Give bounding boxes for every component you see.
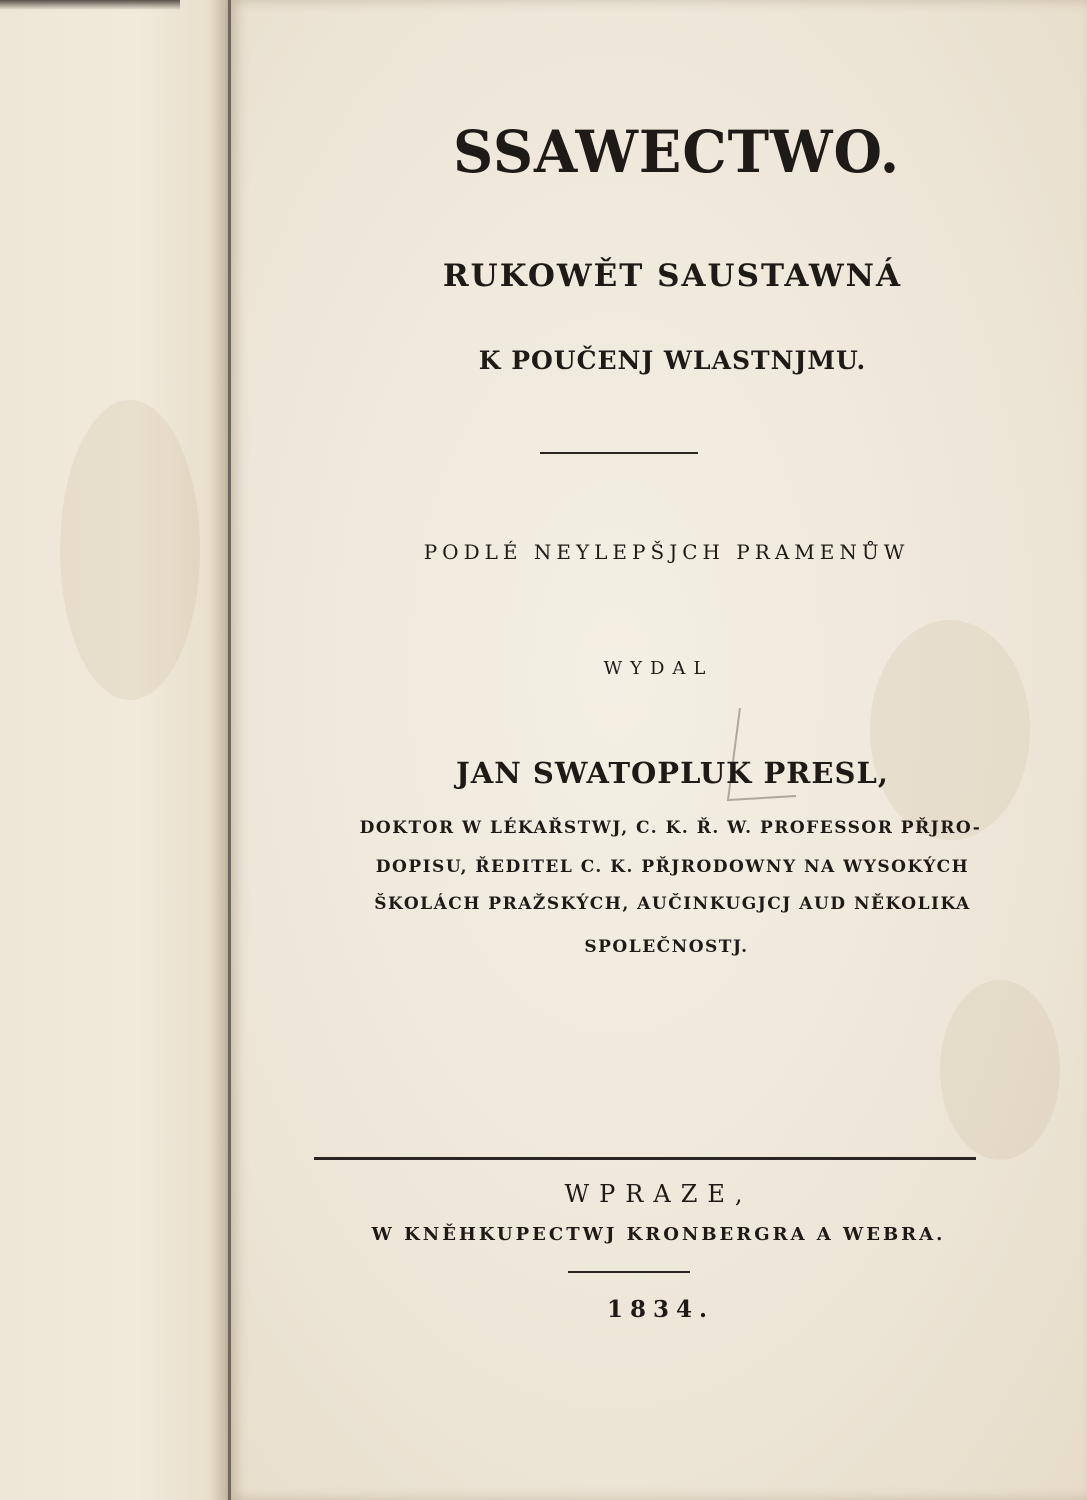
wydal-line: WYDAL xyxy=(603,658,714,679)
short-rule xyxy=(540,452,698,454)
title-page-text xyxy=(230,0,1087,1500)
sources-line: PODLÉ NEYLEPŠJCH PRAMENŮW xyxy=(423,540,910,564)
author-credentials-line: SPOLEČNOSTJ. xyxy=(584,937,749,957)
subtitle-line-2: K POUČENJ WLASTNJMU. xyxy=(478,346,867,375)
author-credentials-line: ŠKOLÁCH PRAŽSKÝCH, AUČINKUGJCJ AUD NĚKOLIKA xyxy=(374,894,971,914)
subtitle-line-1: RUKOWĚT SAUSTAWNÁ xyxy=(442,258,903,294)
long-rule xyxy=(314,1157,976,1160)
cover-edge xyxy=(0,0,180,10)
paper-stain xyxy=(60,400,200,700)
author-name: JAN SWATOPLUK PRESL, xyxy=(456,756,889,790)
publisher-line: W KNĚHKUPECTWJ KRONBERGRA A WEBRA. xyxy=(371,1224,946,1245)
author-credentials-line: DOKTOR W LÉKAŘSTWJ, C. K. Ř. W. PROFESSOR PŘJRO- xyxy=(359,818,982,838)
author-credentials-line: DOPISU, ŘEDITEL C. K. PŘJRODOWNY NA WYSOKÝCH xyxy=(375,857,970,877)
place-of-publication: WPRAZE, xyxy=(564,1180,753,1208)
short-rule xyxy=(568,1271,690,1273)
main-title: SSAWECTWO. xyxy=(452,118,901,186)
left-page xyxy=(0,0,228,1500)
publication-year: 1834. xyxy=(606,1296,715,1323)
